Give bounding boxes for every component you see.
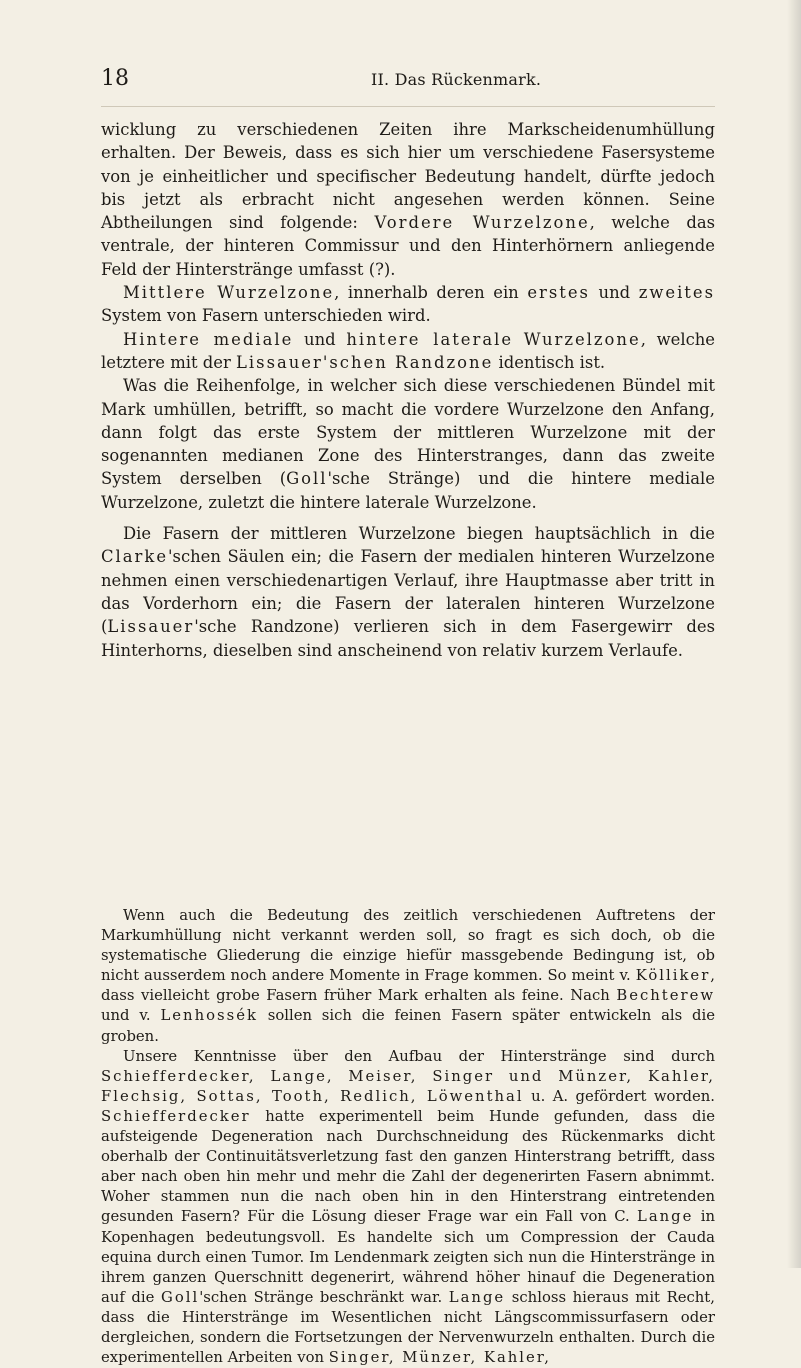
term-vordere-wurzelzone: Vordere Wurzelzone bbox=[374, 213, 590, 233]
paragraph-1: wicklung zu verschiedenen Zeiten ihre Markscheidenumhüllung erhalten. Der Beweis, dass es sich hier um verschiedene Fasersysteme von je einheitlicher und specifischer Bedeutung handelt, dürfte jedoch bis jetzt als erbracht nicht angesehen werden können. Seine Abtheilungen sind folgende: Vordere Wurzelzone, welche das ventrale, der hinteren Commissur und den Hinterhörnern anliegende Feld der Hinterstränge umfasst (?). bbox=[101, 120, 716, 279]
author-names: Schiefferdecker, Lange, Meiser, Singer und Münzer, Kahler, Flechsig, Sottas, Tooth, Redlich, Löwenthal bbox=[101, 1067, 715, 1105]
author-name: Lange bbox=[448, 1288, 506, 1306]
note-paragraph-2: Unsere Kenntnisse über den Aufbau der Hinterstränge sind durch Schiefferdecker, Lange, Meiser, Singer und Münzer, Kahler, Flechsig, Sottas, Tooth, Redlich, Löwenthal u. A. gefördert worden. Schiefferdecker hatte experimentell beim Hunde gefunden, dass die aufsteigende Degeneration nach Durchschneidung des Rückenmarks dicht oberhalb der Continuitätsverletzung fast den ganzen Hinterstrang betrifft, dass aber nach oben hin mehr und mehr die Zahl der degenerirten Fasern abnimmt. Woher stammen nun die nach oben hin in den Hinterstrang eintretenden gesunden Fasern? Für die Lösung dieser Frage war ein Fall von C. Lange in Kopenhagen bedeutungsvoll. Es handelte sich um Compression der Cauda equina durch einen Tumor. Im Lendenmark zeigten sich nun die Hinterstränge in ihrem ganzen Querschnitt degenerirt, während höher hinauf die Degeneration auf die Goll'schen Stränge beschränkt war. Lange schloss hieraus mit Recht, dass die Hinterstränge im Wesentlichen nicht Längscommissurfasern oder dergleichen, sondern die Fortsetzungen der Nervenwurzeln enthalten. Durch die experimentellen Arbeiten von Singer, Münzer, Kahler, bbox=[101, 1047, 716, 1367]
main-text bbox=[101, 118, 715, 662]
author-name: Goll bbox=[286, 469, 328, 489]
running-head bbox=[101, 66, 715, 96]
chapter-title: II. Das Rückenmark. bbox=[371, 70, 542, 89]
author-name: Lissauer bbox=[107, 617, 195, 637]
author-name: Lissauer bbox=[236, 352, 323, 372]
paragraph-2: Mittlere Wurzelzone, innerhalb deren ein erstes und zweites System von Fasern unterschieden wird. bbox=[101, 283, 716, 326]
page-edge-shadow bbox=[787, 0, 801, 1268]
author-name: Bechterew bbox=[616, 987, 715, 1005]
author-name: Goll bbox=[161, 1288, 200, 1306]
term-mittlere-wurzelzone: Mittlere Wurzelzone bbox=[123, 283, 335, 303]
author-name: Clarke bbox=[101, 547, 169, 567]
paragraph-4: Was die Reihenfolge, in welcher sich diese verschiedenen Bündel mit Mark umhüllen, betrifft, so macht die vordere Wurzelzone den Anfang, dann folgt das erste System der mittleren Wurzelzone mit der sogenannten medianen Zone des Hinterstranges, dann das zweite System derselben (Goll'sche Stränge) und die hintere mediale Wurzelzone, zuletzt die hintere laterale Wurzelzone. bbox=[101, 376, 715, 512]
page-number: 18 bbox=[101, 66, 129, 91]
author-name: Lenhossék bbox=[160, 1007, 258, 1025]
small-print-notes bbox=[101, 906, 715, 1368]
author-name: Schiefferdecker bbox=[101, 1107, 251, 1125]
author-name: Lange bbox=[637, 1208, 694, 1226]
paragraph-5: Die Fasern der mittleren Wurzelzone biegen hauptsächlich in die Clarke'schen Säulen ein; die Fasern der medialen hinteren Wurzelzone nehmen einen verschiedenartigen Verlauf, ihre Hauptmasse aber tritt in das Vorderhorn ein; die Fasern der lateralen hinteren Wurzelzone (Lissauer'sche Randzone) verlieren sich in dem Fasergewirr des Hinterhorns, dieselben sind anscheinend von relativ kurzem Verlaufe. bbox=[101, 524, 715, 660]
note-paragraph-1: Wenn auch die Bedeutung des zeitlich verschiedenen Auftretens der Markumhüllung nicht verkannt werden soll, so fragt es sich doch, ob die systematische Gliederung die einzige hiefür massgebende Bedingung ist, ob nicht ausserdem noch andere Momente in Frage kommen. So meint v. Kölliker, dass vielleicht grobe Fasern früher Mark erhalten als feine. Nach Bechterew und v. Lenhossék sollen sich die feinen Fasern später entwickeln als die groben. bbox=[101, 907, 715, 1045]
paragraph-3: Hintere mediale und hintere laterale Wurzelzone, welche letztere mit der Lissauer'schen Randzone identisch ist. bbox=[101, 329, 715, 372]
header-rule bbox=[101, 106, 715, 107]
author-names: Singer, Münzer, Kahler, bbox=[328, 1349, 551, 1367]
author-name: Kölliker bbox=[635, 967, 711, 985]
